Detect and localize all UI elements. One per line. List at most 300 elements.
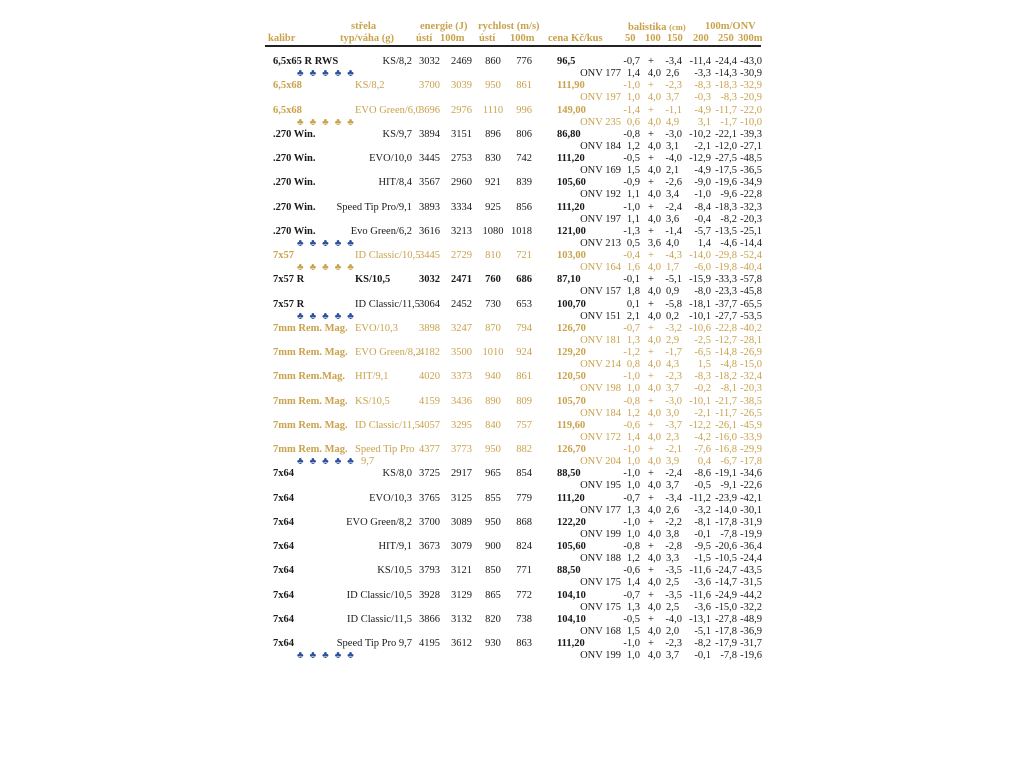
- ballistics-value: -32,4: [740, 371, 762, 383]
- energy-muzzle: 3064: [419, 298, 440, 310]
- header-d150: 150: [667, 33, 683, 44]
- ballistics-value: 1,3: [626, 334, 640, 346]
- ballistics-value: -2,5: [694, 334, 711, 346]
- ballistics-value: -8,3: [694, 80, 711, 92]
- ballistics-value: -40,4: [740, 262, 762, 274]
- ballistics-value: -4,9: [694, 165, 711, 177]
- energy-muzzle: 3793: [419, 565, 440, 577]
- ballistics-value: -9,1: [720, 480, 737, 492]
- ballistics-value: 0,2: [666, 310, 680, 322]
- ballistics-value: -1,4: [665, 225, 682, 237]
- ballistics-value: -9,0: [694, 177, 711, 189]
- velocity-100m: 776: [516, 56, 532, 67]
- bullet: ID Classic/11,5: [355, 298, 420, 310]
- caliber: 7x64: [273, 516, 294, 528]
- onv-label: ONV 168: [580, 625, 621, 637]
- velocity-muzzle: 965: [485, 468, 501, 480]
- energy-100m: 2917: [451, 468, 472, 480]
- ballistics-value: 1,0: [626, 528, 640, 540]
- ballistics-value: -4,0: [665, 153, 682, 164]
- ballistics-value: 3,6: [647, 237, 661, 249]
- ballistics-value: -10,1: [689, 310, 711, 322]
- ballistics-value: -45,8: [740, 286, 762, 298]
- velocity-muzzle: 925: [485, 201, 501, 213]
- header-d100: 100: [645, 33, 661, 44]
- caliber: .270 Win.: [273, 177, 316, 189]
- ballistics-value: -8,2: [694, 638, 711, 649]
- ballistics-value: -7,8: [720, 650, 737, 662]
- ballistics-value: -26,9: [740, 347, 762, 358]
- ballistics-value: -19,8: [715, 262, 737, 274]
- ballistics-value: -32,2: [740, 601, 762, 613]
- ballistics-value: -0,8: [623, 541, 640, 552]
- caliber: 7x57: [273, 250, 294, 261]
- ballistics-value: 4,0: [647, 625, 661, 637]
- ballistics-value: -10,5: [715, 553, 737, 565]
- energy-100m: 3132: [451, 613, 472, 625]
- ballistics-value: -2,3: [665, 371, 682, 383]
- ballistics-value: 4,0: [647, 383, 661, 395]
- ballistics-value: -1,0: [623, 516, 640, 528]
- ballistics-value: -24,4: [715, 56, 737, 67]
- price: 149,00: [557, 104, 586, 116]
- ballistics-value: -3,0: [665, 128, 682, 140]
- ballistics-value: -1,0: [694, 189, 711, 201]
- ballistics-value: -6,0: [694, 262, 711, 274]
- ballistics-value: -23,9: [715, 492, 737, 504]
- bullet: KS/10,5: [355, 274, 391, 286]
- caliber: 7x64: [273, 468, 294, 480]
- header-energy: energie (J): [420, 21, 468, 32]
- ballistics-value: -5,1: [694, 625, 711, 637]
- ballistics-value: -13,5: [715, 225, 737, 237]
- price: 105,70: [557, 395, 586, 407]
- ballistics-value: 1,8: [626, 286, 640, 298]
- onv-label: ONV 175: [580, 577, 621, 589]
- ballistics-value: -8,4: [694, 201, 711, 213]
- ballistics-value: -1,0: [623, 80, 640, 92]
- energy-100m: 3125: [451, 492, 472, 504]
- ballistics-value: -20,3: [740, 213, 762, 225]
- onv-label: ONV 214: [580, 359, 621, 371]
- ballistics-value: -10,0: [740, 116, 762, 128]
- ballistics-value: -6,7: [720, 456, 737, 468]
- price: 104,10: [557, 613, 586, 625]
- velocity-muzzle: 865: [485, 589, 501, 601]
- velocity-100m: 839: [516, 177, 532, 189]
- ballistics-plus: +: [648, 201, 654, 213]
- ballistics-value: -3,5: [665, 565, 682, 577]
- bullet: HIT/9,1: [355, 371, 389, 383]
- velocity-muzzle: 900: [485, 541, 501, 552]
- caliber: .270 Win.: [273, 153, 316, 164]
- energy-muzzle: 3928: [419, 589, 440, 601]
- ballistics-value: 3,7: [666, 92, 680, 104]
- ballistics-value: 4,0: [647, 140, 661, 152]
- energy-muzzle: 3567: [419, 177, 440, 189]
- ballistics-value: -11,4: [689, 56, 711, 67]
- ballistics-value: 3,8: [666, 528, 680, 540]
- ballistics-value: 2,6: [666, 68, 680, 80]
- ballistics-value: -24,7: [715, 565, 737, 577]
- ballistics-plus: +: [648, 638, 654, 649]
- ballistics-value: 3,6: [666, 213, 680, 225]
- ballistics-plus: +: [648, 565, 654, 577]
- ballistics-value: 1,2: [626, 407, 640, 419]
- ballistics-value: 2,3: [666, 431, 680, 443]
- velocity-100m: 861: [516, 80, 532, 92]
- ballistics-value: 0,1: [626, 298, 640, 310]
- price: 119,60: [557, 419, 586, 431]
- header-caliber: kalibr: [268, 33, 296, 44]
- caliber: 7mm Rem. Mag.: [273, 395, 348, 407]
- ballistics-value: 2,5: [666, 601, 680, 613]
- rating-clubs-icon: ♣♣♣♣♣: [297, 262, 360, 274]
- energy-100m: 2471: [451, 274, 472, 286]
- ballistics-value: 4,0: [647, 310, 661, 322]
- ballistics-value: 3,9: [666, 456, 680, 468]
- energy-muzzle: 3445: [419, 250, 440, 261]
- ballistics-value: -18,3: [715, 201, 737, 213]
- caliber: 6,5x65 R RWS: [273, 56, 339, 67]
- energy-100m: 2452: [451, 298, 472, 310]
- ballistics-value: -22,6: [740, 480, 762, 492]
- velocity-muzzle: 860: [485, 56, 501, 67]
- ballistics-value: -24,9: [715, 589, 737, 601]
- header-d200: 200: [693, 33, 709, 44]
- ballistics-plus: +: [648, 419, 654, 431]
- ballistics-value: -27,7: [715, 310, 737, 322]
- header-ballistics-label: balistika: [628, 22, 667, 33]
- energy-muzzle: 3445: [419, 153, 440, 164]
- ballistics-value: -1,0: [623, 201, 640, 213]
- ballistics-value: -0,8: [623, 395, 640, 407]
- price: 96,5: [557, 56, 576, 67]
- ballistics-value: -65,5: [740, 298, 762, 310]
- header-velocity: rychlost (m/s): [478, 21, 540, 32]
- ballistics-value: -0,6: [623, 419, 640, 431]
- velocity-100m: 996: [516, 104, 532, 116]
- header-onv: 100m/ONV: [705, 21, 756, 32]
- onv-label: ONV 184: [580, 140, 621, 152]
- ballistics-value: 4,0: [647, 504, 661, 516]
- ballistics-value: -3,5: [665, 589, 682, 601]
- ballistics-plus: +: [648, 541, 654, 552]
- caliber: .270 Win.: [273, 225, 316, 237]
- ballistics-value: -12,7: [715, 334, 737, 346]
- bullet: Evo Green/6,2: [350, 225, 412, 237]
- ballistics-value: -11,6: [689, 589, 711, 601]
- ballistics-value: -20,3: [740, 383, 762, 395]
- ballistics-value: -0,3: [694, 92, 711, 104]
- ballistics-plus: +: [648, 613, 654, 625]
- ballistics-plus: +: [648, 492, 654, 504]
- velocity-muzzle: 855: [485, 492, 501, 504]
- onv-label: ONV 197: [580, 92, 621, 104]
- ballistics-value: -44,2: [740, 589, 762, 601]
- ballistics-value: -0,7: [623, 492, 640, 504]
- ballistics-value: 4,0: [647, 601, 661, 613]
- ballistics-value: -10,2: [689, 128, 711, 140]
- ballistics-value: -45,9: [740, 419, 762, 431]
- ballistics-value: -12,9: [689, 153, 711, 164]
- onv-label: ONV 195: [580, 480, 621, 492]
- ballistics-value: -30,9: [740, 68, 762, 80]
- price: 126,70: [557, 322, 586, 334]
- bullet: ID Classic/11,5: [355, 419, 420, 431]
- energy-100m: 3773: [451, 444, 472, 455]
- header-price: cena Kč/kus: [548, 33, 603, 44]
- caliber: 7x64: [273, 613, 294, 625]
- ballistics-value: -1,0: [623, 638, 640, 649]
- ballistics-value: 3,1: [666, 140, 680, 152]
- ballistics-value: -1,4: [623, 104, 640, 116]
- energy-100m: 2753: [451, 153, 472, 164]
- ballistics-value: -2,1: [665, 444, 682, 455]
- ballistics-value: -4,2: [694, 431, 711, 443]
- ballistics-value: -22,8: [715, 322, 737, 334]
- ballistics-value: 4,0: [647, 407, 661, 419]
- ballistics-value: -24,4: [740, 553, 762, 565]
- velocity-100m: 806: [516, 128, 532, 140]
- onv-label: ONV 169: [580, 165, 621, 177]
- ballistics-value: -48,5: [740, 153, 762, 164]
- ballistics-value: -30,1: [740, 504, 762, 516]
- ballistics-value: -33,9: [740, 431, 762, 443]
- energy-muzzle: 3725: [419, 468, 440, 480]
- bullet: KS/8,2: [355, 80, 385, 92]
- ballistics-value: -31,7: [740, 638, 762, 649]
- header-ballistics-unit: (cm): [669, 22, 686, 32]
- energy-100m: 2469: [451, 56, 472, 67]
- price: 129,20: [557, 347, 586, 358]
- energy-muzzle: 3765: [419, 492, 440, 504]
- ballistics-value: -0,4: [694, 213, 711, 225]
- ballistics-value: -34,6: [740, 468, 762, 480]
- ballistics-value: 1,0: [626, 480, 640, 492]
- ballistics-value: -29,9: [740, 444, 762, 455]
- ballistics-value: 4,0: [647, 213, 661, 225]
- ballistics-value: -19,6: [715, 177, 737, 189]
- ballistics-value: -38,5: [740, 395, 762, 407]
- ballistics-plus: +: [648, 444, 654, 455]
- energy-100m: 2976: [451, 104, 472, 116]
- bullet: EVO/10,3: [355, 322, 398, 334]
- price: 88,50: [557, 565, 581, 577]
- ballistics-plus: +: [648, 225, 654, 237]
- ballistics-value: 4,0: [647, 165, 661, 177]
- bullet: KS/10,5: [377, 565, 412, 577]
- ballistics-value: -43,0: [740, 56, 762, 67]
- energy-100m: 3295: [451, 419, 472, 431]
- onv-label: ONV 151: [580, 310, 621, 322]
- ballistics-value: -11,7: [715, 104, 737, 116]
- ballistics-value: -43,5: [740, 565, 762, 577]
- bullet: EVO/10,3: [369, 492, 412, 504]
- caliber: 7x64: [273, 492, 294, 504]
- energy-100m: 3089: [451, 516, 472, 528]
- ballistics-value: -17,8: [715, 625, 737, 637]
- ballistics-value: -4,6: [720, 237, 737, 249]
- ballistics-value: -2,3: [665, 638, 682, 649]
- rating-clubs-icon: ♣♣♣♣♣: [297, 650, 360, 662]
- velocity-muzzle: 730: [485, 298, 501, 310]
- ballistics-value: -57,8: [740, 274, 762, 286]
- ballistics-value: -0,7: [623, 56, 640, 67]
- ballistics-value: -3,2: [665, 322, 682, 334]
- ballistics-value: -27,5: [715, 153, 737, 164]
- ballistics-value: 4,0: [647, 650, 661, 662]
- ballistics-value: -0,5: [623, 153, 640, 164]
- ballistics-value: -3,4: [665, 492, 682, 504]
- ballistics-value: -2,4: [665, 468, 682, 480]
- bullet: KS/8,0: [382, 468, 412, 480]
- rating-clubs-icon: ♣♣♣♣♣: [297, 310, 360, 322]
- ballistics-value: 4,0: [647, 334, 661, 346]
- ballistics-value: -1,1: [665, 104, 682, 116]
- rating-clubs-icon: ♣♣♣♣♣: [297, 237, 360, 249]
- ballistics-value: -16,0: [715, 431, 737, 443]
- ballistics-plus: +: [648, 177, 654, 189]
- ballistics-value: 1,5: [626, 625, 640, 637]
- ballistics-value: -0,6: [623, 565, 640, 577]
- ballistics-value: 0,9: [666, 286, 680, 298]
- caliber: .270 Win.: [273, 201, 316, 213]
- ballistics-value: -36,4: [740, 541, 762, 552]
- ballistics-plus: +: [648, 468, 654, 480]
- ballistics-value: -0,2: [694, 383, 711, 395]
- price: 87,10: [557, 274, 581, 286]
- ballistics-plus: +: [648, 516, 654, 528]
- velocity-muzzle: 1010: [482, 347, 504, 358]
- ballistics-plus: +: [648, 322, 654, 334]
- ballistics-value: 4,0: [647, 480, 661, 492]
- velocity-muzzle: 950: [485, 80, 501, 92]
- price: 88,50: [557, 468, 581, 480]
- ballistics-value: -11,6: [689, 565, 711, 577]
- ballistics-value: -48,9: [740, 613, 762, 625]
- ballistics-value: 4,9: [666, 116, 680, 128]
- caliber: 7x64: [273, 565, 294, 577]
- ballistics-value: -2,8: [665, 541, 682, 552]
- caliber: 7x64: [273, 541, 294, 552]
- caliber: 7x57 R: [273, 298, 305, 310]
- price: 111,90: [557, 80, 585, 92]
- velocity-100m: 809: [516, 395, 532, 407]
- ballistics-value: 4,0: [647, 528, 661, 540]
- ballistics-value: 4,0: [647, 189, 661, 201]
- velocity-muzzle: 940: [485, 371, 501, 383]
- ballistics-value: 1,0: [626, 456, 640, 468]
- velocity-muzzle: 810: [485, 250, 501, 261]
- ballistics-value: -8,3: [720, 92, 737, 104]
- ballistics-value: -4,0: [665, 613, 682, 625]
- ballistics-value: 2,1: [666, 165, 680, 177]
- bullet: KS/8,2: [382, 56, 412, 67]
- ballistics-value: -2,6: [665, 177, 682, 189]
- ballistics-value: -0,7: [623, 589, 640, 601]
- ballistics-value: -20,6: [715, 541, 737, 552]
- ballistics-value: 1,1: [626, 189, 640, 201]
- onv-label: ONV 157: [580, 286, 621, 298]
- caliber: 7x64: [273, 589, 294, 601]
- bullet: EVO Green/8,2: [346, 516, 412, 528]
- onv-label: ONV 181: [580, 334, 621, 346]
- ballistics-value: -3,6: [694, 601, 711, 613]
- energy-muzzle: 3673: [419, 541, 440, 552]
- ballistics-value: -14,4: [740, 237, 762, 249]
- energy-100m: 3334: [451, 201, 472, 213]
- ballistics-value: -8,1: [694, 516, 711, 528]
- ballistics-value: 1,5: [697, 359, 711, 371]
- ballistics-value: 3,7: [666, 383, 680, 395]
- ballistics-value: 1,6: [626, 262, 640, 274]
- ballistics-value: -2,3: [665, 80, 682, 92]
- ballistics-value: -4,3: [665, 250, 682, 261]
- caliber: 7mm Rem. Mag.: [273, 322, 348, 334]
- ballistics-value: 4,0: [647, 431, 661, 443]
- price: 111,20: [557, 638, 585, 649]
- ballistics-value: -21,7: [715, 395, 737, 407]
- header-d50: 50: [625, 33, 636, 44]
- ballistics-value: -0,1: [694, 650, 711, 662]
- ballistics-value: 2,0: [666, 625, 680, 637]
- velocity-100m: 686: [516, 274, 532, 286]
- energy-100m: 3612: [451, 638, 472, 649]
- onv-label: ONV 199: [580, 528, 621, 540]
- ballistics-value: 4,0: [647, 116, 661, 128]
- ballistics-value: -42,1: [740, 492, 762, 504]
- energy-100m: 3039: [451, 80, 472, 92]
- energy-muzzle: 4057: [419, 419, 440, 431]
- caliber: 7mm Rem. Mag.: [273, 444, 348, 455]
- ballistics-plus: +: [648, 371, 654, 383]
- ballistics-value: -2,2: [665, 516, 682, 528]
- bullet: EVO Green/8,2: [355, 347, 421, 358]
- ballistics-value: -22,1: [715, 128, 737, 140]
- ballistics-value: -0,5: [623, 613, 640, 625]
- ballistics-value: -5,1: [665, 274, 682, 286]
- ballistics-value: -11,7: [715, 407, 737, 419]
- caliber: 7mm Rem.Mag.: [273, 371, 346, 383]
- onv-label: ONV 177: [580, 504, 621, 516]
- ballistics-value: -22,8: [740, 189, 762, 201]
- ballistics-value: -31,5: [740, 577, 762, 589]
- ballistics-value: -13,1: [689, 613, 711, 625]
- velocity-100m: 772: [516, 589, 532, 601]
- ballistics-value: -8,3: [694, 371, 711, 383]
- price: 86,80: [557, 128, 581, 140]
- ballistics-value: -18,3: [715, 80, 737, 92]
- ballistics-value: -2,1: [694, 140, 711, 152]
- price: 120,50: [557, 371, 586, 383]
- energy-muzzle: 3700: [419, 80, 440, 92]
- bullet: ID Classic/10,5: [346, 589, 412, 601]
- ballistics-value: -12,0: [715, 140, 737, 152]
- bullet-weight: 9,7: [361, 456, 375, 468]
- energy-muzzle: 3898: [419, 322, 440, 334]
- ballistics-value: -14,0: [715, 504, 737, 516]
- ballistics-value: 3,3: [666, 553, 680, 565]
- bullet: EVO/10,0: [369, 153, 412, 164]
- header-bullet: střela: [351, 21, 377, 32]
- ballistics-value: 3,7: [666, 480, 680, 492]
- price: 111,20: [557, 153, 585, 164]
- ballistics-value: 1,5: [626, 165, 640, 177]
- ballistics-value: -3,2: [694, 504, 711, 516]
- ballistics-value: -15,9: [689, 274, 711, 286]
- ballistics-value: -1,3: [623, 225, 640, 237]
